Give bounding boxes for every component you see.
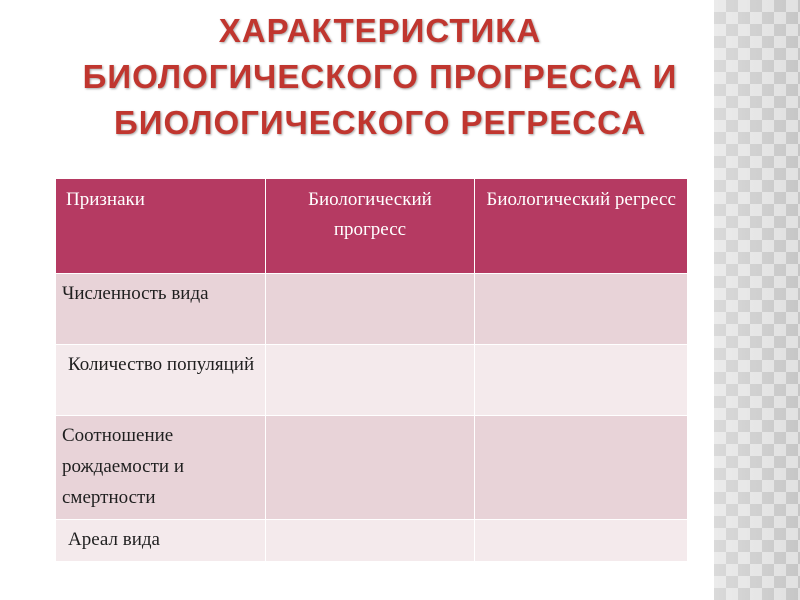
cell-progress[interactable] — [265, 416, 475, 520]
row-label-population-count — [56, 345, 266, 416]
cell-progress[interactable] — [265, 274, 475, 345]
table-header-row — [56, 179, 688, 274]
cell-progress[interactable] — [265, 520, 475, 562]
slide-title — [40, 8, 720, 146]
cell-progress[interactable] — [265, 345, 475, 416]
row-label-population-size: Численность вида — [56, 274, 266, 345]
cell-regress[interactable] — [475, 520, 688, 562]
decorative-checker-strip — [714, 0, 800, 600]
header-cell-progress: Биологический прогресс — [265, 179, 475, 274]
title-line-2: БИОЛОГИЧЕСКОГО ПРОГРЕССА И — [82, 58, 678, 95]
table-row — [56, 416, 688, 520]
table-row — [56, 520, 688, 562]
row-label-text: Количество популяций — [68, 354, 255, 375]
row-label-range — [56, 520, 266, 562]
cell-regress[interactable] — [475, 274, 688, 345]
header-cell-regress: Биологический регресс — [475, 179, 688, 274]
cell-regress[interactable] — [475, 416, 688, 520]
title-line-3: БИОЛОГИЧЕСКОГО РЕГРЕССА — [114, 104, 646, 141]
characteristics-table — [55, 178, 688, 562]
row-label-text: Ареал вида — [68, 529, 160, 550]
table-row — [56, 345, 688, 416]
row-label-birth-death-ratio: Соотношение рождаемости и смертности — [56, 416, 266, 520]
table-row — [56, 274, 688, 345]
title-line-1: ХАРАКТЕРИСТИКА — [218, 12, 542, 49]
cell-regress[interactable] — [475, 345, 688, 416]
header-cell-features: Признаки — [56, 179, 266, 274]
